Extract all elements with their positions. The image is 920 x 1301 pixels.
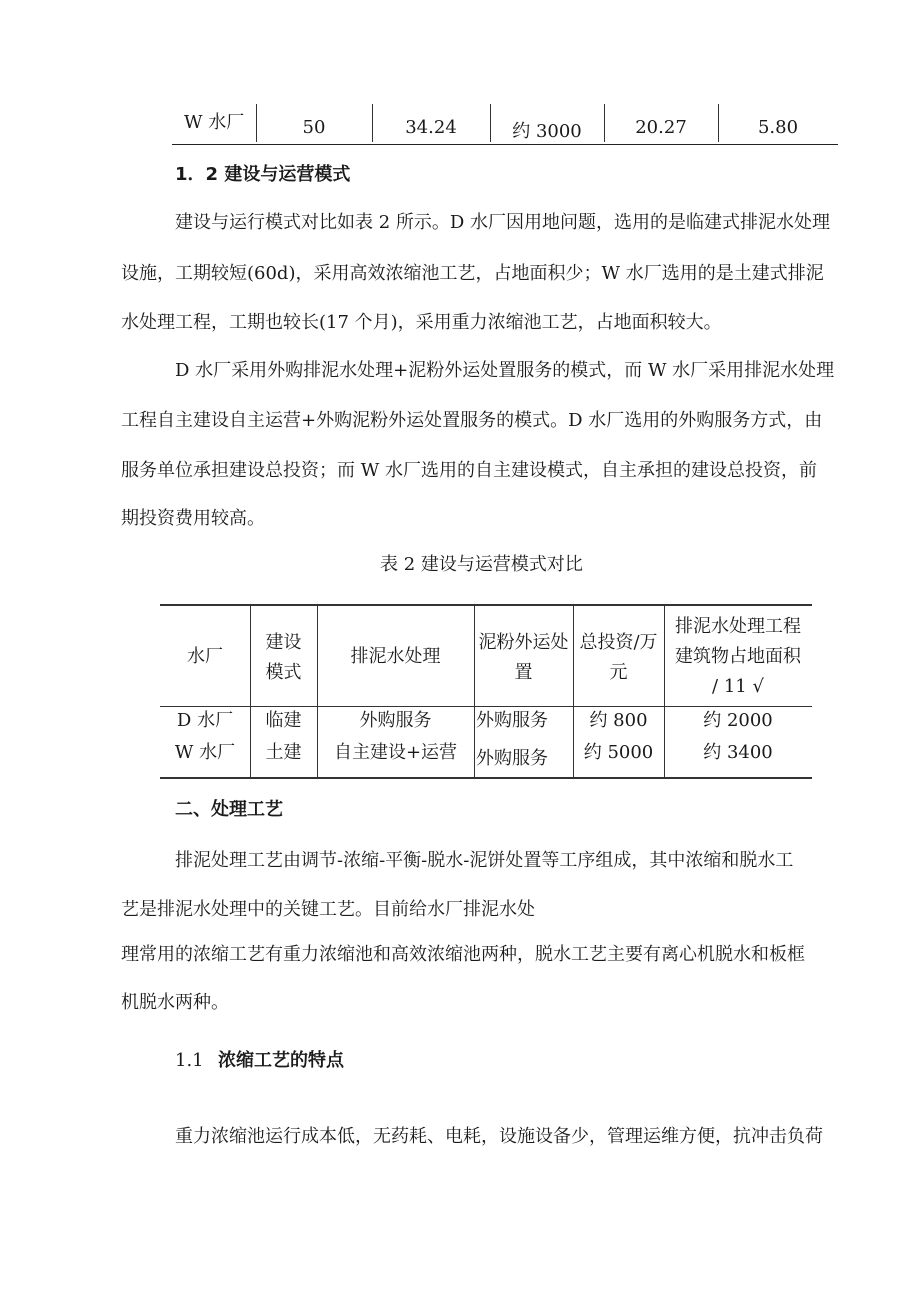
paragraph-line: 建设与运行模式对比如表 2 所示。D 水厂因用地问题，选用的是临建式排泥水处理 bbox=[175, 212, 831, 233]
paragraph-line: 艺是排泥水处理中的关键工艺。目前给水厂排泥水处 bbox=[121, 899, 535, 920]
table1-fragment bbox=[172, 104, 838, 145]
section-heading-1-2: 1．2 建设与运营模式 bbox=[175, 164, 351, 185]
table2-row-d-transport: 外购服务 bbox=[476, 710, 548, 731]
paragraph-line: 期投资费用较高。 bbox=[121, 508, 265, 529]
table2-row-w-transport: 外购服务 bbox=[476, 748, 548, 769]
table1-cell: 5.80 bbox=[757, 117, 799, 138]
paragraph-line: 水处理工程，工期也较长(17 个月)，采用重力浓缩池工艺，占地面积较大。 bbox=[121, 312, 722, 333]
paragraph-line: 理常用的浓缩工艺有重力浓缩池和高效浓缩池两种，脱水工艺主要有离心机脱水和板框 bbox=[121, 944, 805, 965]
table2-header-plant: 水厂 bbox=[187, 646, 223, 667]
table2-header-transport: 泥粉外运处 置 bbox=[478, 632, 569, 683]
paragraph-line: 服务单位承担建设总投资；而 W 水厂选用的自主建设模式，自主承担的建设总投资，前 bbox=[121, 460, 817, 481]
table2-rule-top bbox=[160, 604, 812, 606]
table2-row-w-treatment: 自主建设+运营 bbox=[333, 742, 458, 763]
subsection-title: 浓缩工艺的特点 bbox=[218, 1050, 344, 1071]
paragraph-line: 机脱水两种。 bbox=[121, 992, 229, 1013]
table2 bbox=[160, 604, 812, 778]
paragraph-line: 排泥处理工艺由调节-浓缩-平衡-脱水-泥饼处置等工序组成，其中浓缩和脱水工 bbox=[175, 850, 794, 871]
table2-row-d-plant: D 水厂 bbox=[176, 710, 234, 731]
table2-row-d-mode: 临建 bbox=[265, 710, 302, 731]
table1-cell: 34.24 bbox=[405, 117, 457, 138]
table2-row-d-investment: 约 800 bbox=[589, 710, 648, 731]
section-heading-2: 二、处理工艺 bbox=[175, 799, 283, 820]
table1-plant-cell: W 水厂 bbox=[184, 112, 245, 133]
subsection-number: 1.1 bbox=[175, 1050, 204, 1071]
table2-row-d-area: 约 2000 bbox=[703, 710, 773, 731]
table2-header-investment: 总投资/万 元 bbox=[579, 632, 658, 683]
table2-row-d-treatment: 外购服务 bbox=[359, 710, 432, 731]
table2-header-mode: 建设 模式 bbox=[265, 632, 302, 683]
table1-cell: 50 bbox=[302, 117, 326, 138]
table2-row-w-mode: 土建 bbox=[265, 742, 302, 763]
paragraph-line: 工程自主建设自主运营+外购泥粉外运处置服务的模式。D 水厂选用的外购服务方式，由 bbox=[121, 410, 823, 431]
table2-caption: 表 2 建设与运营模式对比 bbox=[380, 554, 583, 575]
table2-row-w-plant: W 水厂 bbox=[174, 742, 236, 763]
table2-row-w-investment: 约 5000 bbox=[583, 742, 654, 763]
table2-header-treatment: 排泥水处理 bbox=[350, 646, 441, 667]
paragraph-line: 设施，工期较短(60d)，采用高效浓缩池工艺，占地面积少；W 水厂选用的是土建式排泥 bbox=[121, 263, 824, 284]
paragraph-line: D 水厂采用外购排泥水处理+泥粉外运处置服务的模式，而 W 水厂采用排泥水处理 bbox=[175, 360, 835, 381]
table1-cell: 约 3000 bbox=[512, 121, 582, 142]
table2-header-area: 排泥水处理工程 建筑物占地面积 / 11 √ bbox=[675, 616, 801, 697]
paragraph-line: 重力浓缩池运行成本低，无药耗、电耗，设施设备少，管理运维方便，抗冲击负荷 bbox=[175, 1126, 823, 1147]
table2-row-w-area: 约 3400 bbox=[703, 742, 773, 763]
table2-rule-bottom bbox=[160, 777, 812, 779]
table1-cell: 20.27 bbox=[635, 117, 687, 138]
